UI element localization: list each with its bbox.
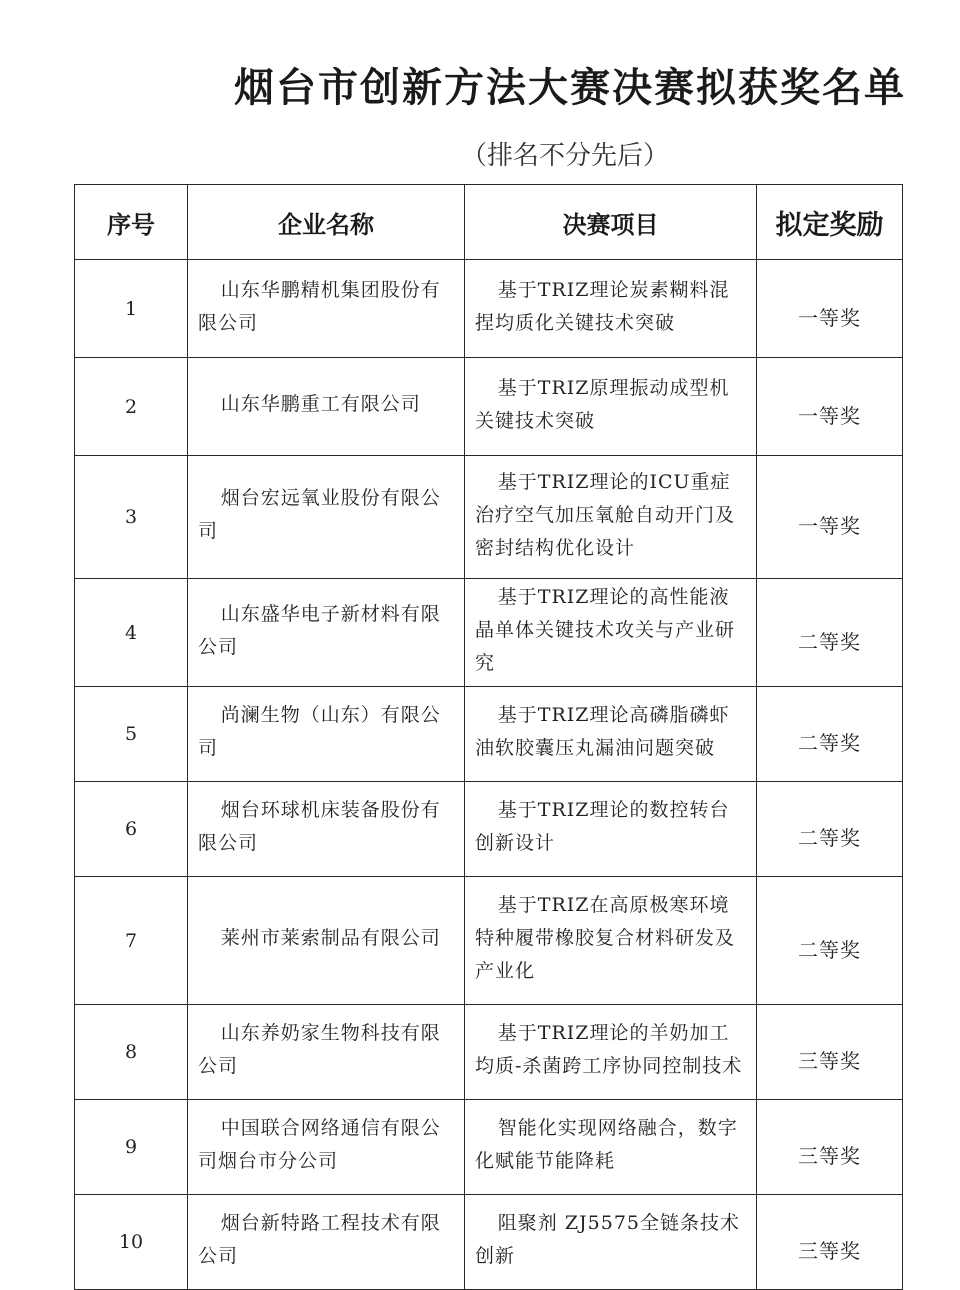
table-row	[75, 1195, 903, 1290]
column-header-index: 序号	[75, 185, 188, 260]
company-name: 烟台新特路工程技术有限公司	[188, 1195, 465, 1290]
table-row	[75, 358, 903, 456]
row-index: 7	[75, 877, 188, 1005]
award-level: 一等奖	[757, 358, 903, 456]
table-row	[75, 260, 903, 358]
row-index: 8	[75, 1005, 188, 1100]
award-level: 三等奖	[757, 1100, 903, 1195]
project-name: 基于TRIZ原理振动成型机关键技术突破	[465, 358, 757, 456]
award-table	[74, 184, 903, 1290]
project-name: 基于TRIZ理论的数控转台创新设计	[465, 782, 757, 877]
row-index: 3	[75, 456, 188, 579]
company-name: 烟台环球机床装备股份有限公司	[188, 782, 465, 877]
project-name: 基于TRIZ理论的ICU重症治疗空气加压氧舱自动开门及密封结构优化设计	[465, 456, 757, 579]
table-row	[75, 877, 903, 1005]
award-level: 三等奖	[757, 1195, 903, 1290]
row-index: 10	[75, 1195, 188, 1290]
table-header-row	[75, 185, 903, 260]
document-subtitle: （排名不分先后）	[460, 141, 669, 171]
project-name: 智能化实现网络融合，数字化赋能节能降耗	[465, 1100, 757, 1195]
row-index: 6	[75, 782, 188, 877]
row-index: 5	[75, 687, 188, 782]
company-name: 山东盛华电子新材料有限公司	[188, 579, 465, 687]
company-name: 山东华鹏精机集团股份有限公司	[188, 260, 465, 358]
table-row	[75, 1005, 903, 1100]
company-name: 山东华鹏重工有限公司	[188, 358, 465, 456]
project-name: 基于TRIZ在高原极寒环境特种履带橡胶复合材料研发及产业化	[465, 877, 757, 1005]
award-level: 一等奖	[757, 260, 903, 358]
project-name: 基于TRIZ理论的高性能液晶单体关键技术攻关与产业研究	[465, 579, 757, 687]
table-row	[75, 687, 903, 782]
company-name: 山东养奶家生物科技有限公司	[188, 1005, 465, 1100]
project-name: 阻聚剂 ZJ5575全链条技术创新	[465, 1195, 757, 1290]
table-row	[75, 456, 903, 579]
award-level: 二等奖	[757, 687, 903, 782]
column-header-company: 企业名称	[188, 185, 465, 260]
table-row	[75, 1100, 903, 1195]
table-row	[75, 579, 903, 687]
award-level: 二等奖	[757, 782, 903, 877]
row-index: 2	[75, 358, 188, 456]
award-level: 二等奖	[757, 579, 903, 687]
row-index: 9	[75, 1100, 188, 1195]
company-name: 烟台宏远氧业股份有限公司	[188, 456, 465, 579]
company-name: 莱州市莱索制品有限公司	[188, 877, 465, 1005]
column-header-award: 拟定奖励	[757, 185, 903, 260]
company-name: 中国联合网络通信有限公司烟台市分公司	[188, 1100, 465, 1195]
row-index: 1	[75, 260, 188, 358]
document-title: 烟台市创新方法大赛决赛拟获奖名单	[234, 64, 906, 111]
column-header-project: 决赛项目	[465, 185, 757, 260]
project-name: 基于TRIZ理论炭素糊料混捏均质化关键技术突破	[465, 260, 757, 358]
company-name: 尚澜生物（山东）有限公司	[188, 687, 465, 782]
table-row	[75, 782, 903, 877]
award-level: 二等奖	[757, 877, 903, 1005]
award-level: 三等奖	[757, 1005, 903, 1100]
row-index: 4	[75, 579, 188, 687]
project-name: 基于TRIZ理论的羊奶加工均质-杀菌跨工序协同控制技术	[465, 1005, 757, 1100]
award-level: 一等奖	[757, 456, 903, 579]
project-name: 基于TRIZ理论高磷脂磷虾油软胶囊压丸漏油问题突破	[465, 687, 757, 782]
